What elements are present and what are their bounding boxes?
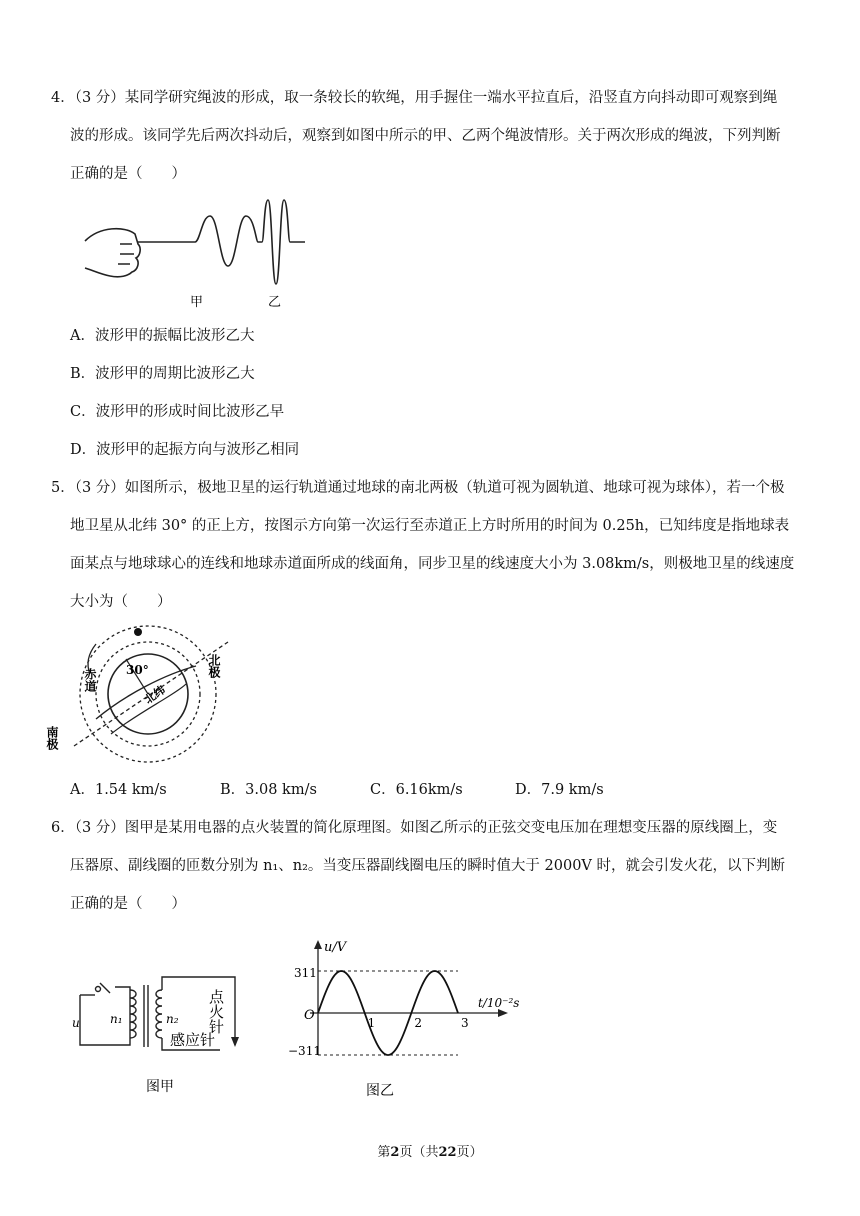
q4-line-1: 4．（3 分）某同学研究绳波的形成，取一条较长的软绳，用手握住一端水平拉直后，沿竖直方向抖动即可观察到绳	[51, 90, 778, 106]
y-tick-bottom: −311	[288, 1044, 321, 1058]
q5-option-a: A．1.54 km/s	[70, 782, 167, 798]
n2-label: n₂	[166, 1012, 179, 1026]
south-pole-label: 南极	[45, 726, 59, 750]
q4-option-d: D．波形甲的起振方向与波形乙相同	[70, 442, 300, 458]
x-tick-label: 2	[414, 1016, 422, 1030]
fig-b-caption: 图乙	[366, 1083, 394, 1099]
footer-suffix: 页）	[456, 1145, 483, 1160]
q5-line-4: 大小为（ ）	[70, 594, 172, 610]
q6-line-1: 6．（3 分）图甲是某用电器的点火装置的简化原理图。如图乙所示的正弦交变电压加在理想变压器的原线圈上，变	[51, 820, 778, 836]
latitude-label: 北纬	[142, 683, 168, 707]
y-axis-label: u/V	[324, 940, 347, 955]
y-tick-top: 311	[294, 966, 317, 980]
q4-option-c: C．波形甲的形成时间比波形乙早	[70, 404, 285, 420]
footer-prefix: 第	[377, 1145, 391, 1160]
q4-line-2: 波的形成。该同学先后两次抖动后，观察到如图中所示的甲、乙两个绳波情形。关于两次形成的绳波，下列判断	[70, 128, 781, 144]
footer-page-number: 2	[390, 1145, 400, 1160]
wave-yi	[258, 200, 305, 284]
footer-total-pages: 22	[438, 1145, 457, 1160]
q5-line-2: 地卫星从北纬 30° 的正上方，按图示方向第一次运行至赤道正上方时所用的时间为 0.25h，已知纬度是指地球表	[70, 518, 790, 534]
fig-label-jia: 甲	[190, 295, 204, 310]
sine-voltage-chart	[288, 935, 540, 1100]
footer-mid: 页（共	[399, 1145, 439, 1160]
q5-line-3: 面某点与地球球心的连线和地球赤道面所成的线面角，同步卫星的线速度大小为 3.08km/s，则极地卫星的线速度	[70, 556, 795, 572]
q4-option-b: B．波形甲的周期比波形乙大	[70, 366, 255, 382]
page-footer	[0, 1141, 860, 1160]
polar-satellite-figure	[45, 624, 246, 764]
origin-label: O	[304, 1008, 315, 1023]
north-pole-label: 北极	[207, 654, 221, 678]
ignite-needle-label: 点火针	[207, 989, 225, 1034]
hand-icon	[85, 229, 140, 277]
q4-option-a: A．波形甲的振幅比波形乙大	[70, 328, 255, 344]
fig-label-yi: 乙	[268, 295, 282, 310]
wave-jia	[138, 216, 258, 266]
x-axis-label: t/10⁻²s	[478, 996, 520, 1010]
ignition-circuit-figure	[70, 965, 250, 1095]
q6-line-3: 正确的是（ ）	[70, 896, 186, 912]
x-tick-label: 1	[367, 1016, 376, 1030]
sense-needle-label: 感应针	[170, 1031, 216, 1049]
angle-label: 30°	[126, 663, 149, 677]
q6-line-2: 压器原、副线圈的匝数分别为 n₁、n₂。当变压器副线圈电压的瞬时值大于 2000V 时，就会引发火花，以下判断	[70, 858, 785, 874]
u-label: u	[72, 1016, 80, 1030]
q5-option-c: C．6.16km/s	[370, 782, 463, 798]
x-tick-label: 3	[461, 1016, 469, 1030]
equator-label: 赤道	[83, 668, 97, 692]
n1-label: n₁	[110, 1012, 123, 1026]
q5-line-1: 5．（3 分）如图所示，极地卫星的运行轨道通过地球的南北两极（轨道可视为圆轨道、地球可视为球体），若一个极	[51, 480, 785, 496]
q5-option-b: B．3.08 km/s	[220, 782, 317, 798]
q5-option-d: D．7.9 km/s	[515, 782, 604, 798]
q4-line-3: 正确的是（ ）	[70, 166, 186, 182]
fig-a-caption: 图甲	[146, 1079, 174, 1095]
rope-wave-figure	[80, 196, 310, 316]
